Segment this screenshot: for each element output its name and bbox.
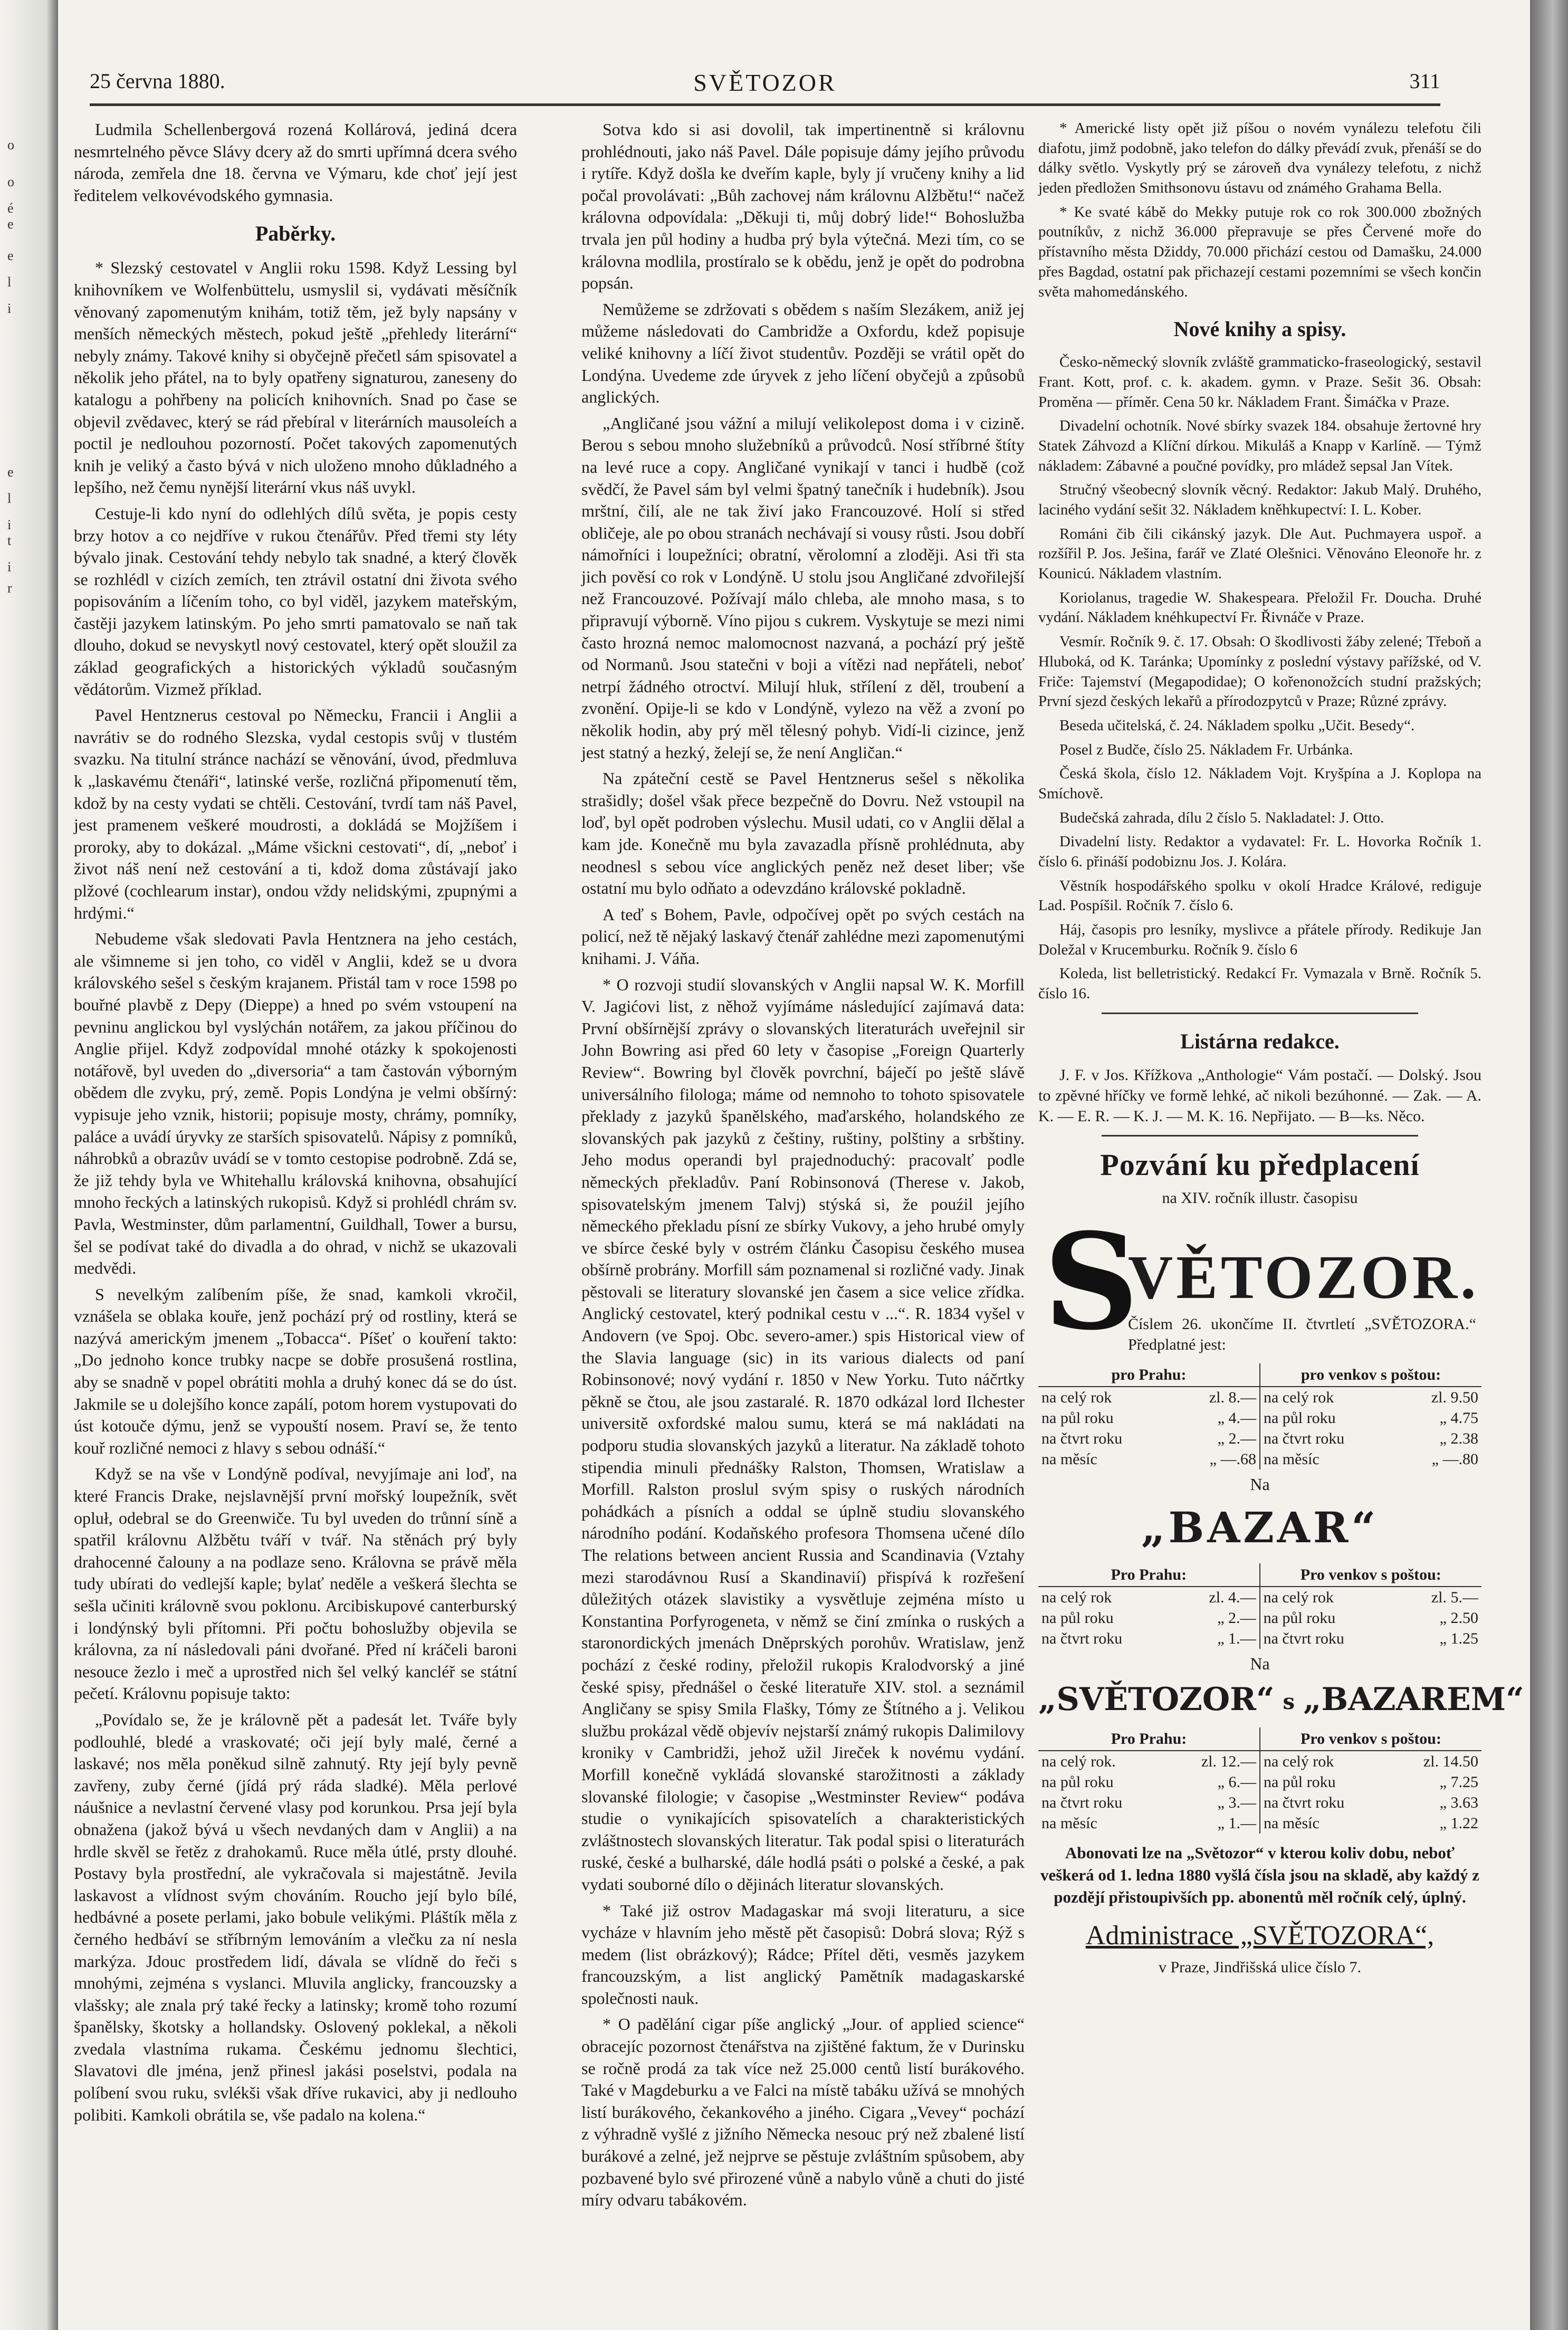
table-cell: „ 2.— [1175,1428,1260,1449]
table-cell: „ 3.63 [1439,1794,1478,1812]
table-cell: na půl roku [1263,1773,1336,1791]
article-paragraph: * O rozvoji studií slovanských v Anglii napsal W. K. Morfill V. Jagićovi list, z něhož vyjímáme následující zajímavá data: První obšírnější zprávy o slovanských literaturách uveřejnil sir John Bowring asi před 60 lety v časopise „Foreign Quarterly Review“. Bowring byl člověk povrchní, báječí po ještě slávě universálního filologa; máme od nemnoho to tohoto spisovatele překlady z jazyků španělského, maďarského, holandského ze slovanských pak jazyků z češtiny, ruštiny, polštiny a srbštiny. Jeho modus operandi byl prajednoduchý: pracovalť podle německých překladův. Paní Robinsonová (Therese v. Jakob, spisovatelským jmenem Talvj) stýská si, že pouźil jejího německého překladu písní ze sbírky Vukovy, a jeho hrubé omyly ve sbírce české byly v ostrém článku Časopisu českého musea obšírně probrány. Morfill sám poznamenal si rozličné vady. Jinak pěstovali se literatury slovanské jen časem a sice velice zřídka. Anglický cestovatel, který podnikal cestu v ...“. R. 1834 vyšel v Andovern (ve Spoj. Obc. severo-amer.) spis Historical view of the Slavia language (sic) in its various dialects od paní Robinsonové; nový vydání r. 1850 v New Yorku. Tuto náčrtky pěkně se čtou, ale jsou zastaralé. R. 1870 odkázal lord Ilchester universitě oxfordské malou sumu, která se má nakládati na podporu studia slovanských jazyků a literatur. Na základě tohoto stipendia minuli přednášky Ralston, Thomsen, Wratislaw a Morfill. Ralston proslul svým spisy o ruských národních pohádkách a písních a oddal se úplně studiu slovanského národního podání. Kodaňského profesora Thomsena učené dílo The relations between ancient Russia and Scandinavia (Vztahy mezi starodávnou Rusí a Skandinavií) přispívá k rozřešení důležitých otázek slavistiky a vysvětluje zejména místo u Konstantina Porfyrogeneta, v němž se činí zmínka o ruských a staronordických jmenách Dněprských porohův. Wratislaw, jenž pochází z české rodiny, přeložil rukopis Kralodvorský a jiné české spisy, přednášel o české literatuře XIV. stol. a seznámil Angličany se spisy Smila Flašky, Tómy ze Štítného a j. Velikou službu prokázal vědě objevív nejstarší známý rukopis Dalimilovy kroniky v Cambridži, jehož užil Jireček k novému vydání. Morfill konečně vykládá slovanské starožitnosti a základy slovanské filologie; v časopise „Westminster Review“ podáva studie o vynikajících spisovatelích a charakteristických zvláštnostech slovanských literatur. Tak podal spisi o literaturách ruské, české a bulharské, dále hodlá psáti o polské a české, a pak vydati souborné dílo o dějinách literatur slovanských. [581,975,1025,1894]
book-entry: Koriolanus, tragedie W. Shakespeara. Přeložil Fr. Doucha. Druhé vydání. Nákladem knéhkupectví Fr. Řivnáče v Praze. [1038,589,1481,626]
table-cell: na čtvrt roku [1263,1794,1345,1812]
article-paragraph: Sotva kdo si asi dovolil, tak impertinentně si královnu prohlédnouti, jako náš Pavel. Dále popisuje dámy jejího průvodu i rytíře. Když došla ke dveřím kaple, byly jí vručeny knihy a lid počal provolávati: „Bůh zachovej nám královnu Alžbětu!“ načež královna odpovídala: „Děkuji ti, můj dobrý lide!“ Bohoslužba trvala jen půl hodiny a hudba prý byla výtečná. Mezi tím, co se královna modlila, prostíralo se k obědu, jenž je opět do podrobna popsán. [581,120,1025,293]
article-paragraph: * Také již ostrov Madagaskar má svoji literaturu, a sice vycháze v hlavním jeho městě pět časopisů: Dobrá slova; Rýž s medem (list obrázkový); Rádce; Přítel děti, vesměs jazykem francouzským, a list anglický Pamětník madagaskarské společnosti nauk. [581,1901,1025,2008]
divider [1102,1013,1418,1014]
table-cell: zl. 8.— [1175,1387,1260,1408]
table-cell: „ 4.— [1175,1408,1260,1428]
margin-mark: i [7,301,12,316]
margin-mark: é [7,200,14,216]
table-cell: na půl roku [1041,1773,1114,1791]
article-paragraph: S nevelkým zalíbením píše, že snad, kamkoli vkročil, vznášela se oblaka kouře, jenž pochází prý od rostliny, která se nazývá americkým jmenem „Tobacca“. Píšeť o kouření takto: „Do jednoho konce trubky nacpe se dobře prosušená rostlina, aby se snadně v popel obrátiti mohla a druhý konec dá se do úst. Jakmile se u dolejšího konce zapálí, potom horem vystupovati do úst kotouče dýmu, jenž se vypouští nosem. Praví se, že tento kouř rozličné nemoci z hlavy s sebou odnáší.“ [74,1284,517,1457]
margin-mark: e [7,248,14,263]
book-entry: Háj, časopis pro lesníky, myslivce a přátele přírody. Redikuje Jan Doležal v Krucemburku. Ročník 9. číslo 6 [1038,921,1481,958]
news-paragraph: * Americké listy opět již píšou o novém vynálezu telefotu čili diafotu, jimž podobně, jako telefon do dálky převádí zvuk, přenáší se do dálky světlo. Vyskytly prý se zároveň dva vynálezy telefotu, z nichž jeden předložen Smithsonovu ústavu od známého Grahama Bella. [1038,120,1481,197]
subscription-note: Abonovati lze na „Světozor“ v kterou koliv dobu, neboť veškerá od 1. ledna 1880 vyšlá čísla jsou na skladě, aby každý z pozdějí přistoupivších pp. abonentů měl ročník celý, úplný. [1040,1844,1479,1907]
table-header: Pro venkov s poštou: [1260,1563,1481,1587]
na-label: Na [1250,1475,1270,1494]
table-row [1038,1587,1481,1608]
table-cell: „ —.80 [1431,1450,1478,1468]
price-table-bazar [1038,1563,1481,1649]
book-entry: Posel z Budče, číslo 25. Nákladem Fr. Urbánka. [1059,741,1353,758]
table-cell: na čtvrt roku [1041,1794,1123,1812]
table-cell: na půl roku [1263,1409,1336,1427]
table-cell: na čtvrt roku [1263,1430,1345,1448]
administration-name: Administrace „SVĚTOZORA“, [1085,1920,1435,1951]
table-cell: „ 1.— [1168,1813,1260,1834]
table-cell: zl. 5.— [1431,1588,1478,1606]
margin-mark: e [7,464,14,480]
table-cell: „ 2.— [1175,1608,1259,1628]
article-paragraph: Nebudeme však sledovati Pavla Hentznera na jeho cestách, ale všimneme si jen toho, co viděl v Anglii, kdež se u dvora královského sešel s českým krajanem. Přistál tam v roce 1598 po bouřné plavbě z Depy (Dieppe) a hned po svém vstoupení na pevninu anglickou byl vyslýchán notářem, za jakou příčinou do Anglie přijel. Když zodpovídal mnohé otázky k spokojenosti notářově, byl uveden do „diversoria“ a tam častován výborným obědem dle zvyku, prý, země. Popis Londýna je velmi obšírný: vypisuje jeho vznik, historii; popisuje mosty, chrámy, pomníky, paláce a uvádí úryvky ze starších spisovatelů. Nápisy z pomníků, náhrobků a obrazův uvádí se v tomto cestopise podrobně. Zdá se, že již tehdy byla ve Whitehallu královská knihovna, obsahující mnoho řeckých a latinských rukopisů. Když si prohlédl chrám sv. Pavla, Westminster, dům parlamentní, Guildhall, Tower a bursu, šel se podívat také do divadla a do ohrad, v nichž se ukazovali medvědi. [74,929,517,1278]
news-paragraph: * Ke svaté kábě do Mekky putuje rok co rok 300.000 zbožných poutníkův, z nichž 36.000 přepravuje se přes Červené moře do přístavního města Džiddy, 70.000 přichází cestou od Damašku, 24.000 přes Bagdad, ostatní pak přichazejí cestami pozemními se všech končin světa mahomedánského. [1038,203,1481,300]
table-header: pro Prahu: [1038,1363,1260,1387]
table-row [1038,1772,1481,1792]
table-cell: na celý rok [1263,1389,1334,1407]
svetozor-logo [1038,1204,1481,1360]
logo-wordmark: VĚTOZOR. [1128,1243,1479,1312]
book-entry: Beseda učitelská, č. 24. Nákladem spolku „Učit. Besedy“. [1059,717,1415,734]
table-row [1038,1628,1481,1649]
margin-mark: r [7,580,12,596]
table-cell: na půl roku [1041,1409,1114,1427]
price-table-combined [1038,1727,1481,1834]
article-paragraph: Když se na vše v Londýně podíval, nevyjímaje ani loď, na které Francis Drake, nejslavnější první mořský loupežník, svět opluł, odebral se do Greenwiče. Tu byl uveden do trůnní síně a spatřil královnu Alžbětu tváří v tvář. Na stěnách prý byly drahocenné čalouny a na podlaze seno. Královna se právě měla tudy ubírati do vedlejší kaple; bylať neděle a veškerá šlechta se sešla učiniti královně svou poklonu. Arcibiskupové canterburský i londýnský byli přítomni. Při počtu bohoslužby objevila se královna, za ní následovali páni dvořané. Před ní kráčeli baroni nesouce žezlo i meč a uprostřed nich šel velký kancléř se státní pečetí. Královnu popisuje takto: [74,1464,517,1703]
subscription-heading: Pozvání ku předplacení [1100,1147,1420,1182]
table-cell: na celý rok [1041,1389,1112,1407]
book-entry: Románi čib čili cikánský jazyk. Dle Aut. Puchmayera uspoř. a rozšířil P. Jos. Ješina, farář ve Zlaté Olešnici. Věnováno Eleonoře hr. z Kounicú. Nákladem vlastním. [1038,525,1481,582]
table-header: Pro venkov s poštou: [1260,1727,1481,1751]
logo-initial: S [1044,1204,1139,1360]
administration-address: v Praze, Jindřišská ulice číslo 7. [1158,1958,1362,1976]
table-row [1038,1408,1481,1428]
editorial-notes: J. F. v Jos. Křížkova „Anthologie“ Vám postačí. — Dolský. Jsou to zpěvné hříčky ve formě lehké, ač nikoli bezúhonné. — Zak. — A. K. — E. R. — K. J. — M. K. 16. Nepřijato. — B—ks. Něco. [1038,1066,1481,1125]
book-entry: Koleda, list belletristický. Redakcí Fr. Vymazala v Brně. Ročník 5. číslo 16. [1038,965,1481,1002]
table-row [1038,1449,1481,1469]
books-list [1038,352,1481,1004]
article-paragraph: A teď s Bohem, Pavle, odpočívej opět po svých cestách na policí, než tě nějaký laskavý čtenář zahlédne mezi zapomenutými knihami. J. Váňa. [581,904,1025,968]
table-cell: „ 3.— [1168,1792,1260,1813]
article-paragraph: * Slezský cestovatel v Anglii roku 1598. Když Lessing byl knihovníkem ve Wolfenbüttelu, usmyslil si, vydávati měsíčník věnovaný zapomenutým knihám, totiž těm, jež byly napsány v menších německých městech, pokud ještě „přehledy literární“ nebyly známy. Takové knihy si obyčejně přečetl sám spisovatel a několik jeho přátel, na to byly opatřeny signaturou, zaneseny do katalogu a pohřbeny na policích knihovních. Snad po čase se objevil zvědavec, který se rád přebíral v literárních mausoleích a poctil je nedlouhou pozorností. Počet takových zapomenutých knih je veliký a často bývá v nich uloženo mnoho důkladného a lepšího, než čemu nynější literární vkus náš uvykl. [74,258,517,497]
section-heading-listarna: Listárna redakce. [1180,1029,1340,1053]
table-cell: na čtvrt roku [1263,1629,1344,1647]
table-cell: „ 2.38 [1439,1430,1478,1448]
combined-subscription-title [1038,1679,1524,1720]
table-row [1038,1792,1481,1813]
article-paragraph: Pavel Hentznerus cestoval po Německu, Francii i Anglii a navrátiv se do rodného Slezska, vydal cestopis svůj v tlustém svazku. Na titulní stránce nachází se věnování, úvod, předmluva k „laskavému čtenáři“, latinské verše, rozličná připomenutí těm, kdož by na cesty vydati se chtěli. Cestování, tvrdí tam náš Pavel, jest pramenem veškeré moudrosti, a dokládá se Mojžíšem i proroky, aby to dokázal. „Máme všickni cestovati“, dí, „neboť i život náš není než cestování a ti, kdož doma zůstávají jako plžové (cochlearum instar), ondou vždy nelidskými, zpupnými a hrdými.“ [74,705,517,922]
book-entry: Vesmír. Ročník 9. č. 17. Obsah: O škodlivosti žáby zelené; Třeboň a Hluboká, od K. Taránka; Upomínky z poslední výstavy pařížské, od V. Friče: Tajemství (Megapodidae); O kořenonožcích studní pražských; První sjezd českých lekařů a přírodozpytců v Praze; Různé zprávy. [1038,633,1481,710]
section-heading-paberky: Paběrky. [255,222,336,246]
combo-bazarem: „BAZAREM“ [1303,1681,1524,1718]
article-paragraph: „Angličané jsou vážní a milují velikolepost doma i v cizině. Berou s sebou mnoho služebníků a průvodců. Nosí stříbrné štíty na levé ruce a copy. Angličané vynikají v tanci i hudbě (což svědčí, že Pavel sám byl velmi špatný tanečník i hudebník). Jsou mrštní, čilí, ale ne tak živí jako Francouzové. Holí si střed obličeje, ale po obou stranách nechávají si vousy růsti. Jsou dobří námořníci i loupežníci; obratní, věrolomní a zloději. Asi tři sta jich pověsí co rok v Londýně. U stolu jsou Angličané zdvořilejší než Francouzové. Požívají málo chleba, ale mnoho masa, s to připravují výborně. Víno pijou s cukrem. Vyskytuje se mezi nimi často hrozná nemoc malomocnost nazvaná, a pochází prý ještě od Normanů. Jsou statečni v boji a vítězi nad nepřáteli, neboť netrpí žádného otroctví. Milují hluk, střílení z děl, troubení a zvonění. Opije-li se kdo v Londýně, vylezo na věž a zvoní po několik hodin, aby prý měl tělesný pohyb. Vidí-li cizince, jenž jest statný a hezký, želejí se, že není Angličan.“ [581,413,1025,762]
logo-caption: Číslem 26. ukončíme II. čtvrtletí „SVĚTOZORA.“ Předplatné jest: [1128,1315,1476,1354]
margin-mark: o [7,174,14,189]
book-entry: Věstník hospodářského spolku v okolí Hradce Králové, rediguje Lad. Pospíšil. Ročník 7. číslo 6. [1038,877,1481,914]
table-row [1038,1608,1481,1628]
table-cell: na celý rok [1263,1588,1334,1606]
combo-svetozor: „SVĚTOZOR“ [1038,1681,1275,1718]
table-cell: na měsíc [1263,1815,1320,1832]
table-row [1038,1428,1481,1449]
margin-mark: o [7,137,14,152]
table-cell: zl. 12.— [1168,1751,1260,1772]
table-cell: zl. 9.50 [1431,1389,1478,1407]
article-paragraph: * O padělání cigar píše anglický „Jour. of applied science“ obracejíc pozornost čtenářstva na zjištěné faktum, že v Durinsku se ročně prodá za tak více než 25.000 centů listí burákového. Také v Magdeburku a ve Falci na místě tabáku užívá se mnohých listí burákového, čekankového a jiného. Cigara „Vevey“ pochází z výhradně vyšlé z jižního Německa nesouc prý než zbalené listí burákové a zelné, jež nejprve se pěstuje zvláštním spůsobem, aby pozbavené bylo své přirozené vůně a nabylo vůně a chuti do jisté míry odvaru tabákovém. [581,2014,1025,2210]
table-cell: na měsíc [1041,1815,1097,1832]
table-header: pro venkov s poštou: [1260,1363,1481,1387]
column-right [1038,119,1524,2282]
book-entry: Stručný všeobecný slovník věcný. Redaktor: Jakub Malý. Druhého, laciného vydání sešit 32. Nákladem kněhkupectví: I. L. Kober. [1038,481,1481,518]
table-cell: „ 1.22 [1439,1815,1478,1832]
table-cell: na celý rok [1041,1588,1112,1606]
margin-mark: i [7,517,12,532]
margin-mark: i [7,559,12,575]
table-header: Pro Prahu: [1038,1727,1260,1751]
table-cell: zl. 4.— [1175,1587,1259,1608]
table-row [1038,1751,1481,1772]
header-rule [90,103,1440,106]
table-cell: „ 1.25 [1439,1629,1478,1647]
table-cell: „ 2.50 [1439,1609,1478,1627]
table-cell: „ 4.75 [1439,1409,1478,1427]
margin-mark: e [7,216,14,232]
table-cell: na půl roku [1041,1609,1114,1627]
masthead-title: SVĚTOZOR [693,69,837,96]
table-cell: „ 7.25 [1439,1773,1478,1791]
book-entry: Divadelní ochotník. Nové sbírky svazek 184. obsahuje žertovné hry Statek Záhvozd a Klíční dírkou. Mikuláš a Knapp v Karlíně. — Týmž nákladem: Zábavné a poučné povídky, pro mládež sepsal Jan Vítek. [1038,417,1481,474]
bazar-title: „BAZAR“ [1141,1502,1379,1552]
table-cell: „ 6.— [1168,1772,1260,1792]
price-table-svetozor [1038,1363,1481,1469]
table-header: Pro Prahu: [1038,1563,1260,1587]
book-entry: Divadelní listy. Redaktor a vydavatel: Fr. L. Hovorka Ročník 1. číslo 6. přináší podobiznu Jos. J. Kolára. [1038,833,1481,870]
table-cell: na měsíc [1263,1450,1320,1468]
table-cell: na půl roku [1263,1609,1336,1627]
book-entry: Budečská zahrada, dílu 2 číslo 5. Nakladatel: J. Otto. [1059,809,1384,826]
margin-mark: l [7,274,12,290]
page-binding-edge [1530,0,1568,2330]
divider [1102,1135,1418,1137]
issue-date: 25 června 1880. [90,69,225,93]
table-cell: na měsíc [1041,1450,1097,1468]
column-middle [581,119,1025,2282]
table-cell: na celý rok. [1041,1753,1116,1771]
section-heading-books: Nové knihy a spisy. [1173,317,1346,341]
table-cell: na čtvrt roku [1041,1430,1123,1448]
article-paragraph: Na zpáteční cestě se Pavel Hentznerus sešel s několika strašidly; došel však přece bezpečně do Dovru. Než vstoupil na loď, byl opět podroben výslechu. Musil udati, co v Anglii dělal a kam jde. Konečně mu byla zavazadla přísně prohlédnuta, aby neodnesl s sebou více anglických peněz než deset liber; vše ostatní mu bylo odňato a odevzdáno královské pokladně. [581,769,1025,898]
table-cell: „ —.68 [1175,1449,1260,1469]
article-paragraph: Cestuje-li kdo nyní do odlehlých dílů světa, je popis cesty brzy hotov a co nejdříve v rukou čtenářův. Před třemi sty léty bývalo jinak. Cestování tehdy nebylo tak snadné, a který člověk se rozhlédl v cizích zemích, ten ztrávil ostatní dni života svého popisováním a líčením toho, co byl viděl, jazykem mateřským, častěji jazykem latinským. Po jeho smrti pamatovalo se naň tak dlouho, dokud se nevyskytl nový cestovatel, který opět sloužil za základ geografických a historických výkladů současným vědátorům. Vizmež příklad. [74,503,517,699]
page-number: 311 [1409,69,1440,93]
article-paragraph: Nemůžeme se zdržovati s obědem s naším Slezákem, aniž jej můžeme následovati do Cambridže a Oxfordu, kdež popisuje veliké knihovny a líčí život studentův. Později se vrátil opět do Londýna. Uvedeme zde úryvek z jeho líčení obyčejů a způsobů anglických. [581,299,1025,407]
previous-page-edge [0,0,58,2330]
book-entry: Česko-německý slovník zvláště grammaticko-fraseologický, sestavil Frant. Kott, prof. c. k. akadem. gymn. v Praze. Sešit 36. Obsah: Proměna — příměr. Cena 50 kr. Nákladem Frant. Šimáčka v Praze. [1038,354,1481,410]
margin-mark: t [7,533,12,548]
obituary-paragraph: Ludmila Schellenbergová rozená Kollárová, jediná dcera nesmrtelného pěvce Slávy dcery až do smrti upřímná dcera svého národa, zemřela dne 18. června ve Výmaru, kde choť její jest ředitelem velkovévodského gymnasia. [74,120,517,205]
combo-s: s [1283,1689,1295,1714]
table-cell: na celý rok [1263,1753,1334,1771]
table-cell: na čtvrt roku [1041,1629,1123,1647]
subscription-subheading: na XIV. ročník illustr. časopisu [1162,1189,1358,1207]
table-cell: „ 1.— [1175,1628,1259,1649]
margin-mark: l [7,491,12,506]
na-label: Na [1250,1654,1270,1673]
table-row [1038,1387,1481,1408]
page-header [90,69,1440,106]
article-paragraph: „Povídalo se, že je královně pět a padesát let. Tváře byly podlouhlé, bledé a vraskovaté; oči její byly malé, černé a laskavé; nos měla poněkud silně zahnutý. Rty její byly pevně zavřeny, zuby černé (jídá prý ráda sladké). Měla perlové náušnice a nevlastní červené vlasy pod korunkou. Prsa její byla obnažena (jakož bývá u všech nevdaných dam v Anglii) a na hrdle skvěl se řetěz z drahokamů. Ruce měla útlé, prsty dlouhé. Postavy byla prostřední, ale vykračovala si majestátně. Jevila laskavost a vlídnost svým chováním. Roucho její bylo bílé, hedbávné a posete perlami, jako bobule velikými. Pláštík měla z černého hedbáví se stříbrným lemováním a vlečku za ní nesla markýza. Jdouc prostředem lidí, dávala se vlídně do řeči s mnohými, zejména s vyslanci. Mluvila anglicky, francouzsky a vlašsky; ale znala prý také řecky a latinsky; kromě toho rozumí španělsky, škotsky a hollandsky. Oslovený poklekal, a několi zvedala vlastníma rukama. Českému jednomu šlechtici, Slavatovi dle jména, jenž přinesl jakási poselstvi, podala na políbení svou ruku, svlékši však dříve rukavici, aby ji nedlouho polibiti. Kamkoli obrátila se, vše padalo na kolena.“ [74,1710,517,2124]
column-left [74,119,517,2282]
book-entry: Česká škola, číslo 12. Nákladem Vojt. Kryšpína a J. Koplopa na Smíchově. [1038,765,1481,802]
table-cell: zl. 14.50 [1423,1753,1478,1771]
table-row [1038,1813,1481,1834]
